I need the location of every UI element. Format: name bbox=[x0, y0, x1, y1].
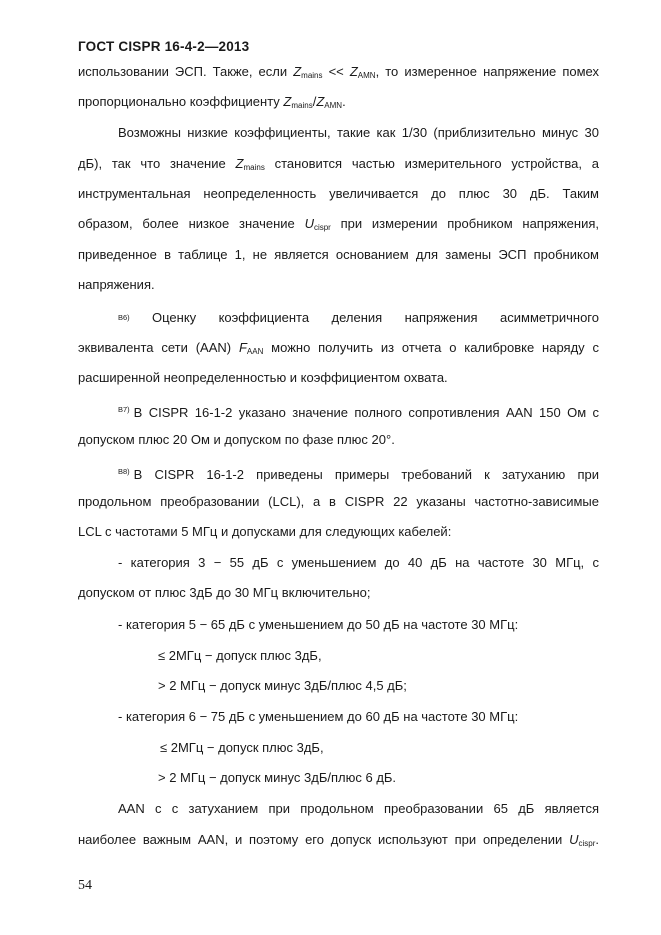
text-line: инструментальная неопределенность увеличивается до плюс 30 дБ. Таким bbox=[78, 186, 599, 201]
text-line: Возможны низкие коэффициенты, такие как 1/30 (приблизительно минус 30 bbox=[118, 125, 599, 140]
text-line: расширенной неопределенностью и коэффициентом охвата. bbox=[78, 370, 448, 385]
text-line: образом, более низкое значение $U_{cispr}$ при измерении пробником напряжения, bbox=[78, 216, 599, 232]
text-line: $^{В8)}$ В CISPR 16-1-2 приведены примеры требований к затуханию при bbox=[118, 467, 599, 482]
list-item: - категория 6 − 75 дБ с уменьшением до 60 дБ на частоте 30 МГц: bbox=[118, 709, 519, 724]
text-line: пропорционально коэффициенту $Z_{mains}/Z_{AMN}$. bbox=[78, 94, 346, 110]
list-subitem: > 2 МГц − допуск минус 3дБ/плюс 4,5 дБ; bbox=[158, 678, 407, 693]
list-subitem: ≤ 2МГц − допуск плюс 3дБ, bbox=[158, 648, 322, 663]
text-line: продольном преобразовании (LCL), а в CISPR 22 указаны частотно-зависимые bbox=[78, 494, 599, 509]
text-line: допуском от плюс 3дБ до 30 МГц включительно; bbox=[78, 585, 371, 600]
list-item: - категория 5 − 65 дБ с уменьшением до 50 дБ на частоте 30 МГц: bbox=[118, 617, 519, 632]
text-line: использовании ЭСП. Также, если $Z_{mains} << Z_{AMN}$, то измеренное напряжение помех bbox=[78, 64, 599, 80]
text-line: Оценку коэффициента деления напряжения асимметричного bbox=[152, 310, 599, 325]
page-number: 54 bbox=[78, 878, 92, 893]
text-line: дБ), так что значение $Z_{mains}$ становится частью измерительного устройства, а bbox=[78, 156, 599, 172]
text-line: эквивалента сети (AAN) $F_{AAN}$ можно получить из отчета о калибровке наряду с bbox=[78, 340, 600, 356]
document-header: ГОСТ CISPR 16-4-2—2013 bbox=[78, 39, 250, 54]
list-item: - категория 3 − 55 дБ с уменьшением до 40 дБ на частоте 30 МГц, с bbox=[118, 555, 599, 570]
text-line: $^{В7)}$ В CISPR 16-1-2 указано значение полного сопротивления AAN 150 Ом с bbox=[118, 405, 599, 420]
text-line: допуском плюс 20 Ом и допуском по фазе плюс 20°. bbox=[78, 432, 395, 447]
text-line: напряжения. bbox=[78, 277, 155, 292]
list-subitem: ≤ 2МГц − допуск плюс 3дБ, bbox=[160, 740, 324, 755]
text-line: приведенное в таблице 1, не является основанием для замены ЭСП пробником bbox=[78, 247, 599, 262]
text-line: LCL с частотами 5 МГц и допусками для следующих кабелей: bbox=[78, 524, 452, 539]
text-line: AAN с с затуханием при продольном преобразовании 65 дБ является bbox=[118, 801, 599, 816]
footnote-mark: В6) bbox=[118, 313, 130, 322]
text-line: наиболее важным AAN, и поэтому его допуск используют при определении $U_{cispr}$. bbox=[78, 832, 599, 848]
list-subitem: > 2 МГц − допуск минус 3дБ/плюс 6 дБ. bbox=[158, 770, 397, 785]
